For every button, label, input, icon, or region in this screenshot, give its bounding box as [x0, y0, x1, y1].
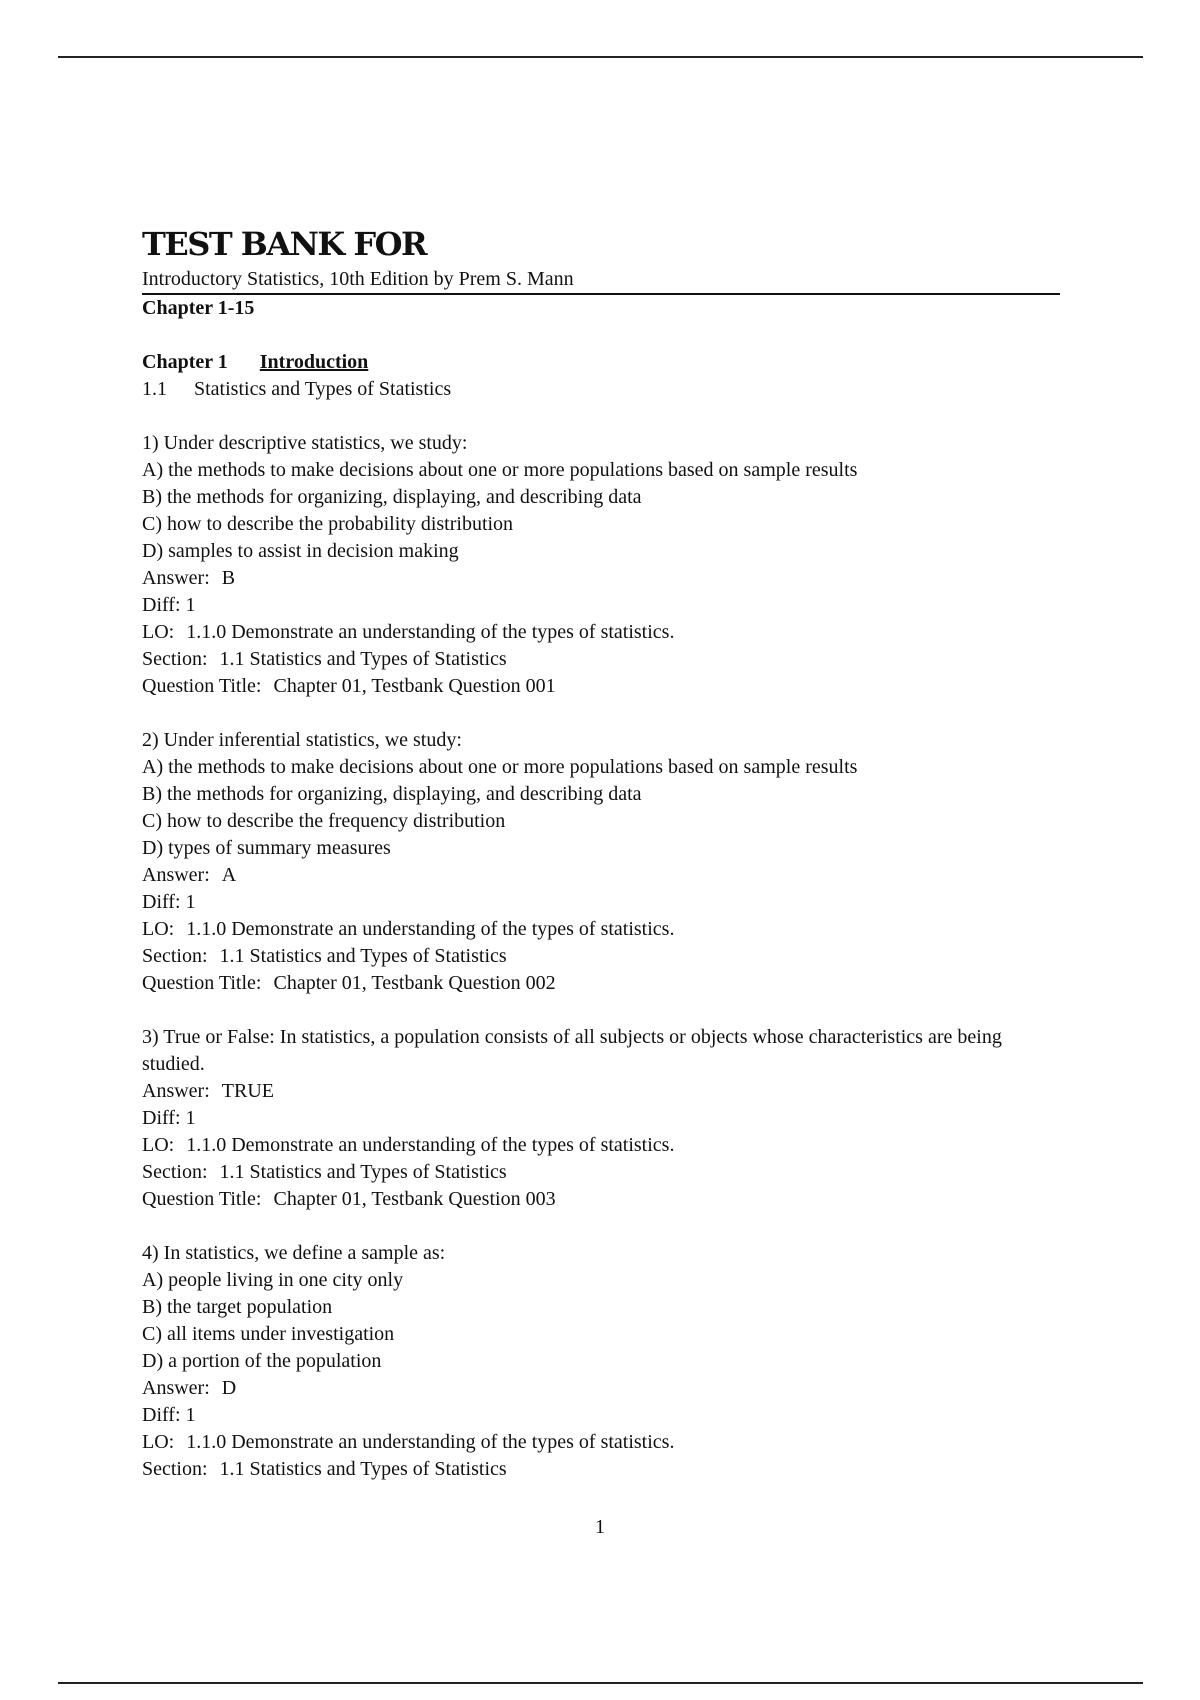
- difficulty: Diff: 1: [142, 1107, 196, 1129]
- lo-value: 1.1.0 Demonstrate an understanding of the types of statistics.: [186, 1134, 675, 1156]
- lo-label: LO:: [142, 1134, 175, 1156]
- option-b: B) the target population: [142, 1296, 333, 1318]
- lo-value: 1.1.0 Demonstrate an understanding of the types of statistics.: [186, 1431, 675, 1453]
- difficulty: Diff: 1: [142, 594, 196, 616]
- question-title-label: Question Title:: [142, 972, 262, 994]
- section-label: Section:: [142, 1161, 208, 1183]
- option-a: A) people living in one city only: [142, 1269, 404, 1291]
- answer-label: Answer:: [142, 567, 210, 589]
- option-d: D) samples to assist in decision making: [142, 540, 459, 562]
- document-subtitle: Introductory Statistics, 10th Edition by Prem S. Mann: [142, 266, 1060, 295]
- question-stem: 2) Under inferential statistics, we study:: [142, 729, 462, 751]
- question-title-value: Chapter 01, Testbank Question 002: [273, 972, 556, 994]
- option-b: B) the methods for organizing, displaying, and describing data: [142, 783, 642, 805]
- section-heading: [142, 376, 1062, 403]
- section-line: [142, 943, 1062, 970]
- question-3: [142, 1024, 1062, 1213]
- section-number: 1.1: [142, 378, 167, 400]
- answer-line: [142, 565, 1062, 592]
- answer-line: [142, 1078, 1062, 1105]
- section-label: Section:: [142, 1458, 208, 1480]
- question-title-line: [142, 673, 1062, 700]
- answer-value: TRUE: [221, 1080, 274, 1102]
- option-c: C) how to describe the frequency distribution: [142, 810, 506, 832]
- learning-objective: [142, 916, 1062, 943]
- section-label: Section:: [142, 945, 208, 967]
- option-c: C) how to describe the probability distribution: [142, 513, 514, 535]
- question-title-line: [142, 970, 1062, 997]
- question-stem: 3) True or False: In statistics, a population consists of all subjects or objects whose characteristics are being studied.: [142, 1026, 1002, 1075]
- answer-value: D: [221, 1377, 237, 1399]
- chapter-number: Chapter 1: [142, 351, 228, 373]
- option-a: A) the methods to make decisions about one or more populations based on sample results: [142, 459, 858, 481]
- question-title-label: Question Title:: [142, 1188, 262, 1210]
- option-c: C) all items under investigation: [142, 1323, 395, 1345]
- document-title: TEST BANK FOR: [142, 225, 427, 263]
- difficulty: Diff: 1: [142, 891, 196, 913]
- answer-label: Answer:: [142, 1080, 210, 1102]
- answer-value: B: [221, 567, 236, 589]
- section-name: Statistics and Types of Statistics: [194, 378, 452, 400]
- section-line: [142, 646, 1062, 673]
- difficulty: Diff: 1: [142, 1404, 196, 1426]
- learning-objective: [142, 1429, 1062, 1456]
- section-value: 1.1 Statistics and Types of Statistics: [219, 1458, 507, 1480]
- option-d: D) types of summary measures: [142, 837, 391, 859]
- question-title-line: [142, 1186, 1062, 1213]
- question-2: [142, 727, 1062, 997]
- bottom-rule: [58, 1682, 1143, 1684]
- section-label: Section:: [142, 648, 208, 670]
- question-title-label: Question Title:: [142, 675, 262, 697]
- question-title-value: Chapter 01, Testbank Question 001: [273, 675, 556, 697]
- question-stem: 4) In statistics, we define a sample as:: [142, 1242, 446, 1264]
- lo-label: LO:: [142, 1431, 175, 1453]
- section-line: [142, 1456, 1062, 1483]
- question-1: [142, 430, 1062, 700]
- chapter-heading: [142, 349, 1062, 376]
- answer-label: Answer:: [142, 864, 210, 886]
- option-b: B) the methods for organizing, displaying, and describing data: [142, 486, 642, 508]
- question-4: [142, 1240, 1062, 1483]
- question-stem: 1) Under descriptive statistics, we study:: [142, 432, 468, 454]
- page-number: 1: [595, 1516, 605, 1538]
- answer-line: [142, 1375, 1062, 1402]
- learning-objective: [142, 1132, 1062, 1159]
- lo-label: LO:: [142, 621, 175, 643]
- top-rule: [58, 56, 1143, 58]
- answer-value: A: [221, 864, 237, 886]
- question-title-value: Chapter 01, Testbank Question 003: [273, 1188, 556, 1210]
- page-content: [142, 222, 1062, 1483]
- learning-objective: [142, 619, 1062, 646]
- section-value: 1.1 Statistics and Types of Statistics: [219, 945, 507, 967]
- section-value: 1.1 Statistics and Types of Statistics: [219, 648, 507, 670]
- section-value: 1.1 Statistics and Types of Statistics: [219, 1161, 507, 1183]
- chapter-name: Introduction: [259, 351, 369, 373]
- chapter-range: Chapter 1-15: [142, 297, 255, 319]
- lo-value: 1.1.0 Demonstrate an understanding of the types of statistics.: [186, 918, 675, 940]
- option-a: A) the methods to make decisions about one or more populations based on sample results: [142, 756, 858, 778]
- answer-line: [142, 862, 1062, 889]
- answer-label: Answer:: [142, 1377, 210, 1399]
- lo-value: 1.1.0 Demonstrate an understanding of the types of statistics.: [186, 621, 675, 643]
- lo-label: LO:: [142, 918, 175, 940]
- option-d: D) a portion of the population: [142, 1350, 382, 1372]
- section-line: [142, 1159, 1062, 1186]
